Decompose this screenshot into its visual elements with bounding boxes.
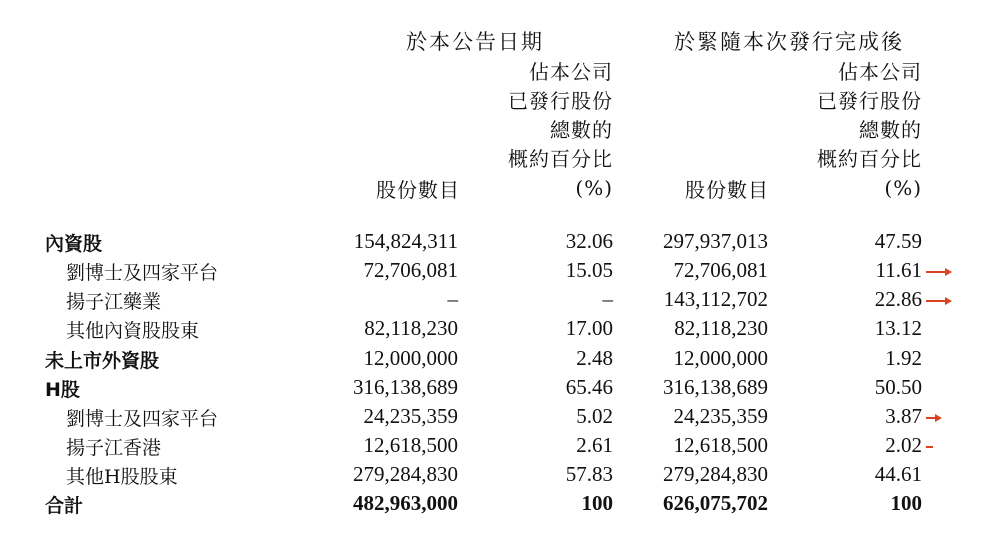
shares-header-2: 股份數目 [685,178,769,202]
row-label: 劉博士及四家平台 [66,262,219,284]
annotation-arrow-icon [925,287,955,316]
pct-current: 17.00 [565,316,613,340]
table-row [0,316,981,345]
shares-after: 24,235,359 [673,404,768,428]
pct-current: 2.48 [576,346,613,370]
pct-after: 13.12 [874,316,922,340]
table-row [0,346,981,375]
table-row [0,433,981,462]
shares-header-1: 股份數目 [376,178,460,202]
pct-after: 1.92 [885,346,922,370]
header-at-announcement: 於本公告日期 [406,30,544,54]
shares-after: 297,937,013 [663,229,768,253]
row-label: 內資股 [45,233,103,255]
shares-after: 72,706,081 [673,258,768,282]
annotation-arrow-icon [925,433,939,462]
annotation-arrow-icon [925,258,955,287]
annotation-arrow-icon [925,404,945,433]
shares-after: 12,000,000 [673,346,768,370]
shares-current: 482,963,000 [353,491,458,515]
shares-current: 154,824,311 [353,229,458,253]
header-after-issuance: 於緊隨本次發行完成後 [674,30,904,54]
pct-after: 47.59 [874,229,922,253]
pct-header-line: (%) [884,176,922,200]
table-row [0,258,981,287]
pct-header-line: (%) [575,176,613,200]
row-label: 其他H股股東 [66,466,178,488]
shares-current: 82,118,230 [364,316,458,340]
pct-after: 2.02 [885,433,922,457]
pct-header-line: 佔本公司 [529,60,613,84]
pct-header-2 [817,58,922,203]
table-row [0,491,981,520]
pct-after: 50.50 [874,375,922,399]
pct-after: 100 [890,491,922,515]
pct-current: 65.46 [565,375,613,399]
shares-current: 279,284,830 [353,462,458,486]
shares-after: 316,138,689 [663,375,768,399]
shares-current: 24,235,359 [363,404,458,428]
shares-current: 12,618,500 [363,433,458,457]
shares-current: – [447,287,458,311]
pct-header-line: 總數的 [859,118,922,142]
row-label: 合計 [45,495,84,517]
pct-header-line: 已發行股份 [508,89,613,113]
shares-after: 82,118,230 [674,316,768,340]
pct-current: 15.05 [565,258,613,282]
table-row [0,375,981,404]
table-row [0,462,981,491]
shares-after: 143,112,702 [663,287,768,311]
row-label: 揚子江藥業 [66,291,162,313]
shares-after: 626,075,702 [663,491,768,515]
pct-header-line: 總數的 [550,118,613,142]
shares-after: 279,284,830 [663,462,768,486]
table-row [0,404,981,433]
row-label: 未上市外資股 [45,350,160,372]
pct-header-1 [508,58,613,203]
row-label: 劉博士及四家平台 [66,408,219,430]
pct-current: 5.02 [576,404,613,428]
shares-current: 316,138,689 [353,375,458,399]
row-label: H股 [45,379,80,401]
pct-header-line: 已發行股份 [817,89,922,113]
shares-current: 72,706,081 [363,258,458,282]
pct-header-line: 佔本公司 [838,60,922,84]
pct-current: 57.83 [565,462,613,486]
pct-current: 100 [581,491,613,515]
row-label: 其他內資股股東 [66,320,200,342]
pct-after: 44.61 [874,462,922,486]
pct-header-line: 概約百分比 [817,147,922,171]
pct-after: 3.87 [885,404,922,428]
row-label: 揚子江香港 [66,437,162,459]
shares-current: 12,000,000 [363,346,458,370]
pct-after: 11.61 [875,258,922,282]
table-row [0,287,981,316]
pct-current: 2.61 [576,433,613,457]
shares-after: 12,618,500 [673,433,768,457]
pct-header-line: 概約百分比 [508,147,613,171]
table-row [0,229,981,258]
pct-current: 32.06 [565,229,613,253]
pct-current: – [602,287,613,311]
pct-after: 22.86 [874,287,922,311]
